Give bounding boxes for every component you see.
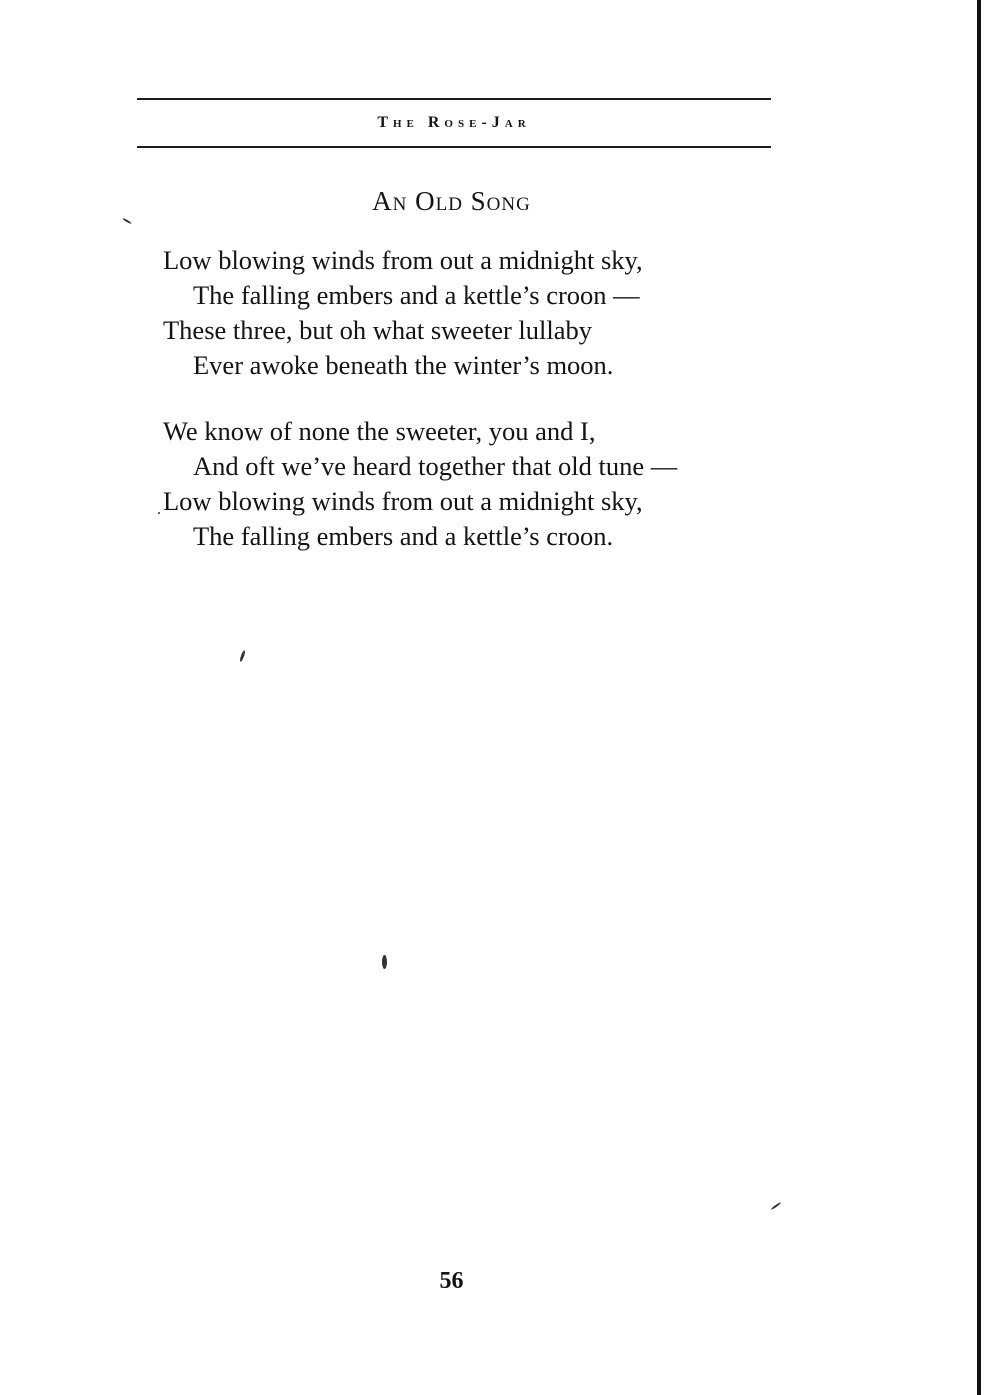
scan-speck xyxy=(239,650,246,662)
stanza-1-line-3: These three, but oh what sweeter lullaby xyxy=(163,315,593,345)
scan-edge-border xyxy=(977,0,981,1395)
stanza-2-line-1: We know of none the sweeter, you and I, xyxy=(163,416,596,446)
scan-speck xyxy=(382,955,387,969)
header-rule-top xyxy=(137,98,771,100)
stanza-1-line-1: Low blowing winds from out a midnight sky, xyxy=(163,245,643,275)
header-rule-bottom xyxy=(137,146,771,148)
stanza-2-line-3: Low blowing winds from out a midnight sky, xyxy=(163,486,643,516)
stanza-1-line-4: Ever awoke beneath the winter’s moon. xyxy=(193,350,614,380)
running-head: The Rose-Jar xyxy=(377,114,531,131)
stanza-1-line-2: The falling embers and a kettle’s croon — xyxy=(193,280,640,310)
page-number: 56 xyxy=(439,1268,464,1294)
stanza-2-line-2: And oft we’ve heard together that old tune — xyxy=(193,451,678,481)
stanza-2-line-4: The falling embers and a kettle’s croon. xyxy=(193,521,614,551)
scan-speck xyxy=(771,1202,782,1211)
poem-title: An Old Song xyxy=(372,186,531,216)
scan-speck xyxy=(158,512,160,514)
